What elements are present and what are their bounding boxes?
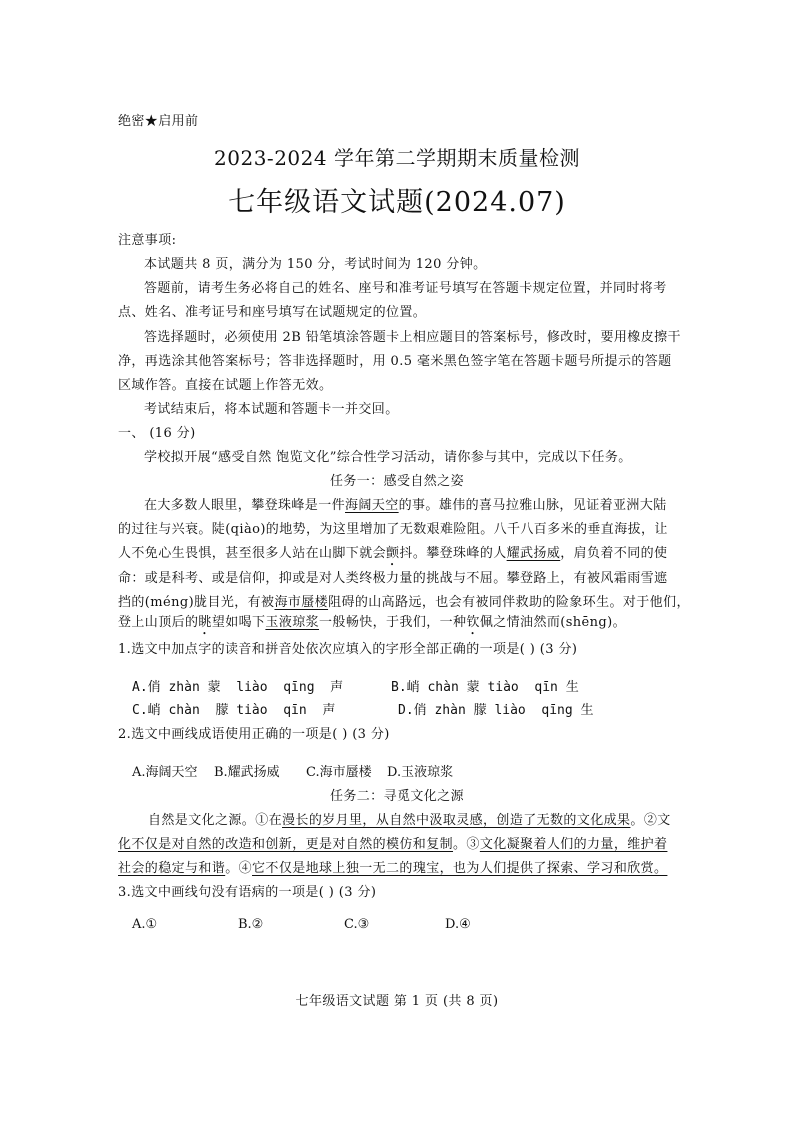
text-run: 一般畅快，于我们，一种 (319, 615, 467, 630)
sentence-underline: 文化凝聚着人们的力量，维护着 (479, 837, 668, 852)
confidential-label: 绝密★启用前 (118, 114, 199, 129)
q3-option-a: A.① (132, 917, 158, 932)
note-4: 考试结束后，将本试题和答题卡一并交回。 (144, 402, 399, 417)
note-3-cont2: 区域作答。直接在试题上作答无效。 (118, 378, 333, 393)
task-1-title: 任务一：感受自然之姿 (329, 474, 464, 489)
dotted-char: 眺 (198, 615, 212, 630)
idiom-underline: 海市蜃楼 (274, 595, 329, 610)
text-run: 望如喝下 (211, 615, 266, 630)
passage-1-line-1 (144, 494, 667, 513)
notes-heading: 注意事项: (118, 233, 177, 248)
text-run: 。②文 (630, 813, 671, 828)
note-2: 答题前，请考生务必将自己的姓名、座号和准考证号填写在答题卡规定位置，并同时将考 (144, 281, 667, 296)
q3-option-d: D.④ (445, 917, 471, 932)
text-run: ，肩负着不同的使 (560, 546, 668, 561)
note-2-cont: 点、姓名、准考证号和座号填写在试题规定的位置。 (118, 305, 427, 320)
q1-option-d: D.俏 zhàn 朦 liào qīng 生 (398, 703, 594, 718)
q1-option-b: B.峭 chàn 蒙 tiào qīn 生 (391, 680, 579, 695)
text-run: 。③ (453, 837, 480, 852)
question-1: 1.选文中加点字的读音和拼音处依次应填入的字形全部正确的一项是( ) (3 分) (118, 642, 578, 657)
text-run: 在大多数人眼里，攀登珠峰是一件 (144, 498, 346, 513)
question-3: 3.选文中画线句没有语病的一项是( ) (3 分) (118, 885, 377, 900)
idiom-underline: 玉液琼浆 (265, 615, 320, 630)
note-1: 本试题共 8 页，满分为 150 分，考试时间为 120 分钟。 (144, 257, 487, 272)
text-run: 抖。攀登珠峰的人 (399, 546, 507, 561)
text-run: 阻碍的山高路远，也会有被同伴救助的险象环生。对于他们， (328, 595, 690, 610)
idiom-underline: 海阔天空 (345, 498, 399, 513)
passage-1-line-3 (118, 542, 667, 569)
passage-2-line-1 (148, 809, 671, 828)
text-run: 佩之情油然而(shēng)。 (479, 615, 627, 630)
q2-option-b: B.耀武扬威 (214, 765, 280, 780)
dotted-char: 钦 (466, 615, 480, 630)
passage-1-line-4: 命：或是科考、或是信仰，抑或是对人类终极力量的挑战与不屈。攀登路上，有被风霜雨雪遮 (118, 571, 668, 586)
q1-option-a: A.俏 zhàn 蒙 liào qīng 声 (132, 680, 344, 695)
passage-2-line-2 (118, 833, 667, 852)
dotted-char: 颤 (386, 546, 400, 561)
q3-option-c: C.③ (344, 917, 370, 932)
question-2: 2.选文中画线成语使用正确的一项是( ) (3 分) (118, 727, 390, 742)
sentence-underline: 漫长的岁月里，从自然中汲取灵感，创造了无数的文化成果 (282, 813, 631, 828)
section-heading: 一、 (16 分) (118, 426, 196, 441)
section-intro: 学校拟开展“感受自然 饱览文化”综合性学习活动，请你参与其中，完成以下任务。 (144, 450, 632, 465)
task-2-title: 任务二：寻觅文化之源 (329, 789, 464, 804)
text-run: 登上山顶后的 (118, 615, 199, 630)
sentence-underline: 它不仅是地球上独一无二的瑰宝，也为人们提供了探索、学习和欣赏。 (252, 861, 668, 876)
q2-option-a: A.海阔天空 (132, 765, 198, 780)
note-3-cont: 净，再选涂其他答案标号；答非选择题时，用 0.5 毫米黑色签字笔在答题卡题号所提示的答题 (118, 354, 672, 369)
q3-option-b: B.② (238, 917, 264, 932)
text-run: 的事。雄伟的喜马拉雅山脉，见证着亚洲大陆 (398, 498, 667, 513)
sentence-underline: 社会的稳定与和谐 (118, 861, 226, 876)
passage-1-line-5 (118, 591, 690, 610)
text-run: 自然是文化之源。①在 (148, 813, 283, 828)
q2-option-d: D.玉液琼浆 (387, 765, 454, 780)
passage-1-line-6 (118, 611, 626, 638)
exam-subtitle: 七年级语文试题(2024.07) (228, 187, 566, 218)
note-3: 答选择题时，必须使用 2B 铅笔填涂答题卡上相应题目的答案标号，修改时，要用橡皮擦干 (144, 330, 681, 345)
passage-2-line-3 (118, 857, 667, 876)
q2-option-c: C.海市蜃楼 (306, 765, 372, 780)
passage-1-line-2: 的过往与兴衰。陡(qiào)的地势，为这里增加了无数艰难险阻。八千八百多米的垂直海拔，让 (118, 522, 668, 537)
exam-title: 2023-2024 学年第二学期期末质量检测 (214, 146, 580, 170)
text-run: 挡的(méng)胧目光，有被 (118, 595, 275, 610)
text-run: 。④ (225, 861, 253, 876)
idiom-underline: 耀武扬威 (506, 546, 561, 561)
sentence-underline: 化不仅是对自然的改造和创新，更是对自然的模仿和复制 (118, 837, 454, 852)
page-footer: 七年级语文试题 第 1 页 (共 8 页) (295, 994, 499, 1009)
text-run: 人不免心生畏惧，甚至很多人站在山脚下就会 (118, 546, 387, 561)
q1-option-c: C.峭 chàn 朦 tiào qīn 声 (132, 703, 336, 718)
